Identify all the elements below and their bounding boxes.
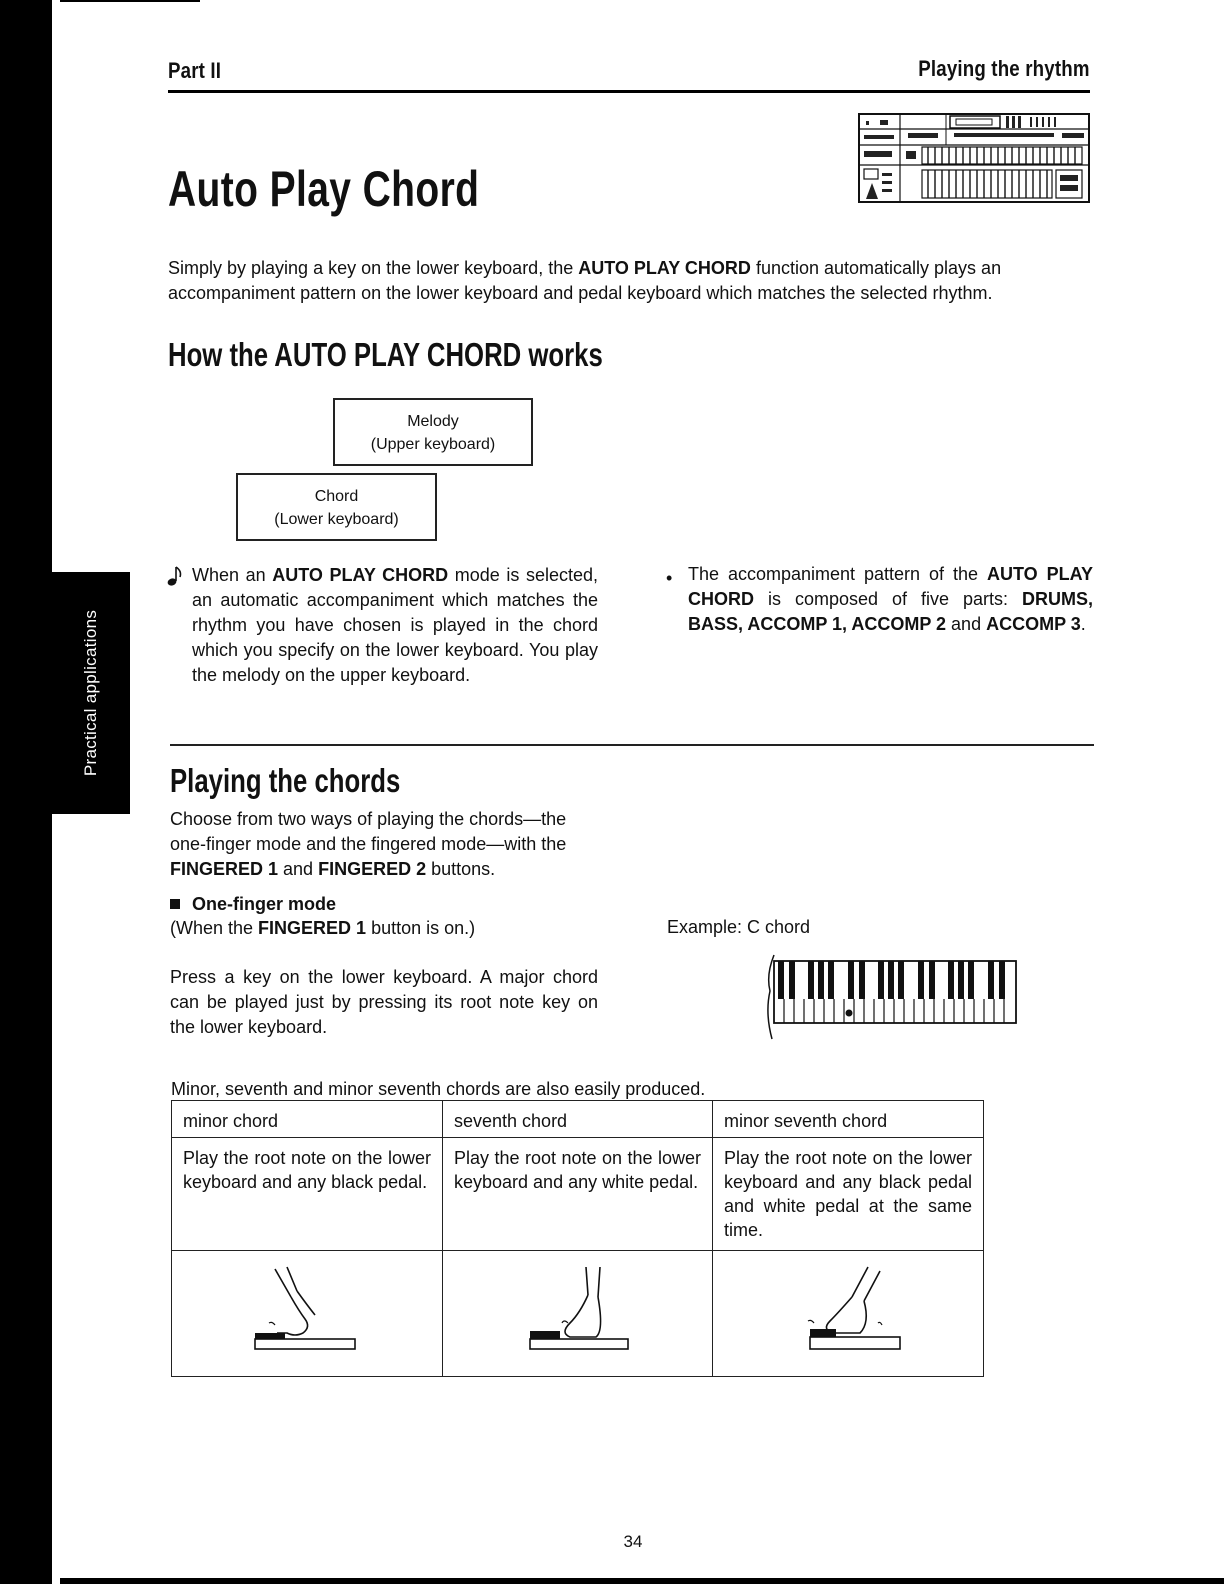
eighth-note-icon (166, 564, 186, 588)
playing-intro-bold2: FINGERED 2 (318, 859, 427, 879)
page-title: Auto Play Chord (168, 161, 480, 217)
chord-table (171, 1100, 984, 1377)
playing-intro-paragraph (170, 807, 602, 882)
note-right-bold1: AUTO PLAY CHORD (688, 564, 1093, 609)
example-label: Example: C chord (667, 917, 811, 937)
foot-pedal-black-icon (247, 1261, 367, 1361)
header-part: Part II (168, 58, 222, 83)
melody-box-line1: Melody (407, 413, 459, 430)
note-right-and: and (946, 614, 987, 634)
one-finger-when-pre: (When the (170, 918, 259, 938)
note-right-end: . (1080, 614, 1086, 634)
note-left-bold: AUTO PLAY CHORD (272, 565, 449, 585)
keyboard-icon (762, 953, 1020, 1043)
melody-box (333, 398, 533, 466)
pedal-illustration-minor-seventh-cell (713, 1251, 984, 1377)
one-finger-when-post: button is on.) (366, 918, 476, 938)
chord-table-header-minor: minor chord (172, 1101, 443, 1138)
chord-table-text-minor-seventh: Play the root note on the lower keyboard and any black pedal and white pedal at the same time. (713, 1138, 984, 1251)
bullet-dot: • (666, 568, 673, 588)
square-bullet-icon (170, 899, 180, 909)
foot-pedal-white-icon (518, 1261, 638, 1361)
one-finger-heading (170, 892, 336, 917)
chord-box (236, 473, 437, 541)
foot-pedal-both-icon (788, 1261, 908, 1361)
header-rule (168, 90, 1090, 93)
side-tab-label: Practical applications (81, 609, 100, 777)
note-icon (166, 564, 186, 588)
chord-table-text-seventh: Play the root note on the lower keyboard and any white pedal. (443, 1138, 713, 1251)
section-divider (170, 744, 1094, 746)
table-intro: Minor, seventh and minor seventh chords are also easily produced. (171, 1079, 706, 1099)
one-finger-title: One-finger mode (192, 894, 337, 914)
playing-intro-pre: Choose from two ways of playing the chords—the one-finger mode and the fingered mode—with the (170, 809, 567, 854)
section-heading-how: How the AUTO PLAY CHORD works (168, 336, 603, 373)
intro-text-pre: Simply by playing a key on the lower keyboard, the (168, 258, 579, 278)
chord-box-line2: (Lower keyboard) (274, 511, 399, 528)
section-heading-playing: Playing the chords (170, 762, 401, 799)
side-tab-label-wrap (52, 572, 130, 814)
intro-text-post: function automatically plays an accompaniment pattern on the lower keyboard and pedal keyboard which matches the selected rhythm. (168, 258, 1002, 303)
control-panel-icon (858, 113, 1090, 205)
playing-intro-post: buttons. (426, 859, 496, 879)
intro-paragraph (168, 256, 1092, 306)
note-left-pre: When an (192, 565, 273, 585)
note-right-pre: The accompaniment pattern of the (688, 564, 987, 584)
control-panel-illustration (858, 113, 1090, 205)
chord-table-header-row (172, 1101, 984, 1138)
melody-box-line2: (Upper keyboard) (370, 436, 496, 453)
note-right-bold3: ACCOMP 3 (986, 614, 1081, 634)
one-finger-when-bold: FINGERED 1 (258, 918, 367, 938)
chord-table-header-minor-seventh: minor seventh chord (713, 1101, 984, 1138)
note-right-paragraph (688, 562, 1093, 637)
one-finger-when (170, 916, 475, 941)
header-section: Playing the rhythm (918, 56, 1090, 81)
chord-box-line1: Chord (314, 488, 359, 505)
chord-table-header-seventh: seventh chord (443, 1101, 713, 1138)
intro-text-bold: AUTO PLAY CHORD (578, 258, 751, 278)
chord-table-illustration-row (172, 1251, 984, 1377)
pedal-illustration-minor-cell (172, 1251, 443, 1377)
chord-table-text-row (172, 1138, 984, 1251)
playing-intro-bold1: FINGERED 1 (170, 859, 279, 879)
page-number: 34 (623, 1532, 643, 1551)
playing-intro-mid: and (278, 859, 319, 879)
page-edge-left (0, 0, 52, 1584)
note-right-bold2: DRUMS, BASS, ACCOMP 1, ACCOMP 2 (688, 589, 1093, 634)
pedal-illustration-seventh-cell (443, 1251, 713, 1377)
note-left-post: mode is selected, an automatic accompaniment which matches the rhythm you have chosen is played in the chord which you specify on the lower keyboard. You play the melody on the upper keyboard. (192, 565, 599, 685)
keyboard-illustration (762, 953, 1020, 1043)
note-left-paragraph (192, 563, 598, 688)
page-edge-bottom (60, 1578, 1224, 1584)
note-right-mid: is composed of five parts: (754, 589, 1022, 609)
page-edge-top (60, 0, 200, 2)
one-finger-body: Press a key on the lower keyboard. A major chord can be played just by pressing its root note key on the lower keyboard. (170, 967, 598, 1037)
chord-table-text-minor: Play the root note on the lower keyboard and any black pedal. (172, 1138, 443, 1251)
